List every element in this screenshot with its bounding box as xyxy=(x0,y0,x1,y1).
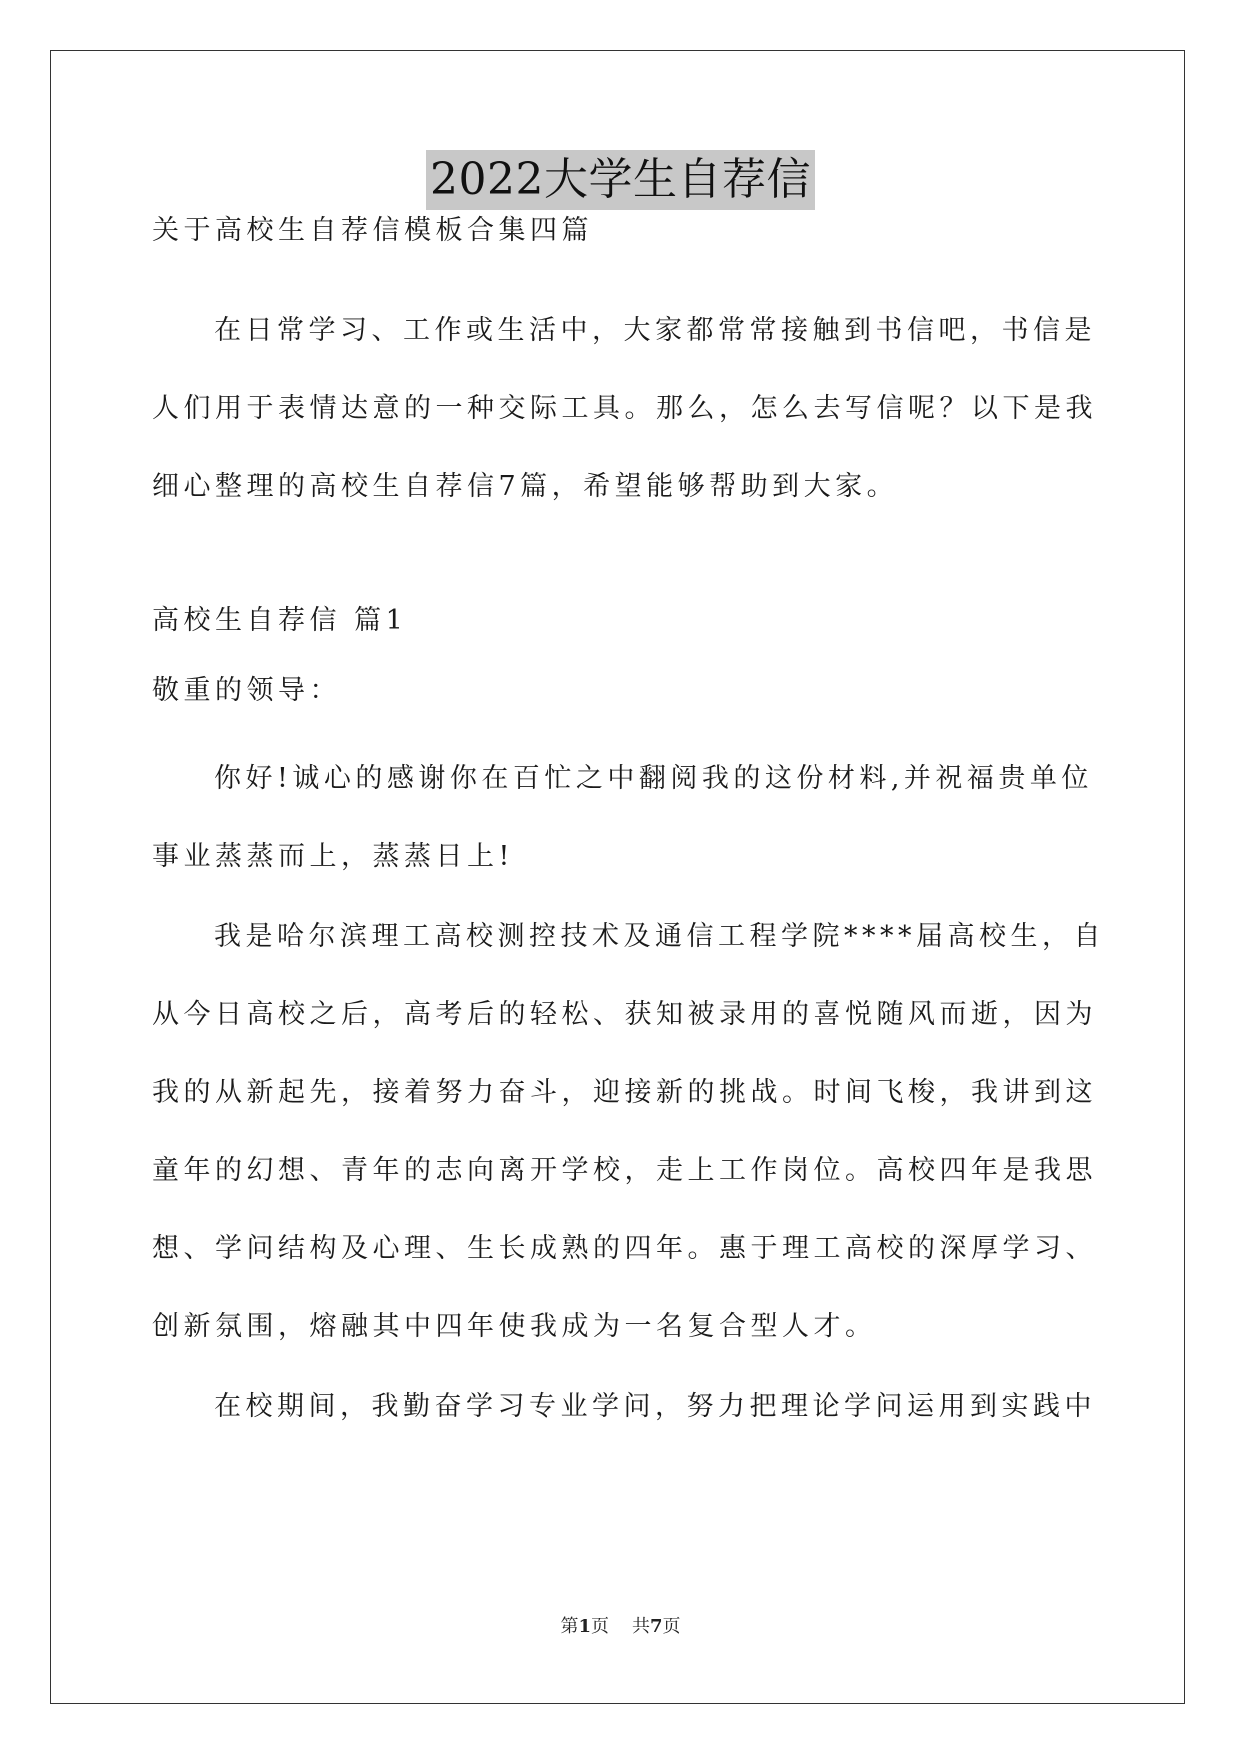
paragraph-2 xyxy=(152,898,1105,1366)
paragraph-line: 创新氛围，熔融其中四年使我成为一名复合型人才。 xyxy=(152,1311,877,1342)
section-heading-block xyxy=(152,582,1084,660)
paragraph-1 xyxy=(152,740,1093,896)
section-heading: 高校生自荐信 篇1 xyxy=(152,605,408,636)
document-subtitle: 关于高校生自荐信模板合集四篇 xyxy=(152,215,593,246)
paragraph-line: 细心整理的高校生自荐信7篇，希望能够帮助到大家。 xyxy=(152,471,899,502)
salutation-block xyxy=(152,652,1084,730)
total-prefix: 共 xyxy=(631,1616,650,1637)
paragraph-line: 人们用于表情达意的一种交际工具。那么，怎么去写信呢？以下是我 xyxy=(152,393,1097,424)
total-suffix: 页 xyxy=(662,1616,681,1637)
paragraph-line: 在校期间，我勤奋学习专业学问，努力把理论学问运用到实践中 xyxy=(214,1391,1096,1422)
subtitle-block xyxy=(152,192,1084,270)
page-footer xyxy=(0,1612,1241,1638)
page-total: 7 xyxy=(649,1616,663,1637)
paragraph-line: 童年的幻想、青年的志向离开学校，走上工作岗位。高校四年是我思 xyxy=(152,1155,1097,1186)
salutation: 敬重的领导： xyxy=(152,675,341,706)
document-title: 2022大学生自荐信 xyxy=(426,150,815,210)
paragraph-line: 在日常学习、工作或生活中，大家都常常接触到书信吧，书信是 xyxy=(214,315,1096,346)
intro-paragraph xyxy=(152,292,1097,526)
paragraph-line: 从今日高校之后，高考后的轻松、获知被录用的喜悦随风而逝，因为 xyxy=(152,999,1097,1030)
paragraph-line: 我是哈尔滨理工高校测控技术及通信工程学院****届高校生，自 xyxy=(214,921,1105,952)
page-suffix: 页 xyxy=(591,1616,610,1637)
paragraph-line: 事业蒸蒸而上，蒸蒸日上! xyxy=(152,841,514,872)
page-number: 1 xyxy=(578,1616,592,1637)
paragraph-line: 我的从新起先，接着努力奋斗，迎接新的挑战。时间飞梭，我讲到这 xyxy=(152,1077,1097,1108)
paragraph-3 xyxy=(152,1368,1096,1446)
paragraph-line: 你好!诚心的感谢你在百忙之中翻阅我的这份材料,并祝福贵单位 xyxy=(214,763,1093,794)
page-prefix: 第 xyxy=(560,1616,579,1637)
paragraph-line: 想、学问结构及心理、生长成熟的四年。惠于理工高校的深厚学习、 xyxy=(152,1233,1097,1264)
